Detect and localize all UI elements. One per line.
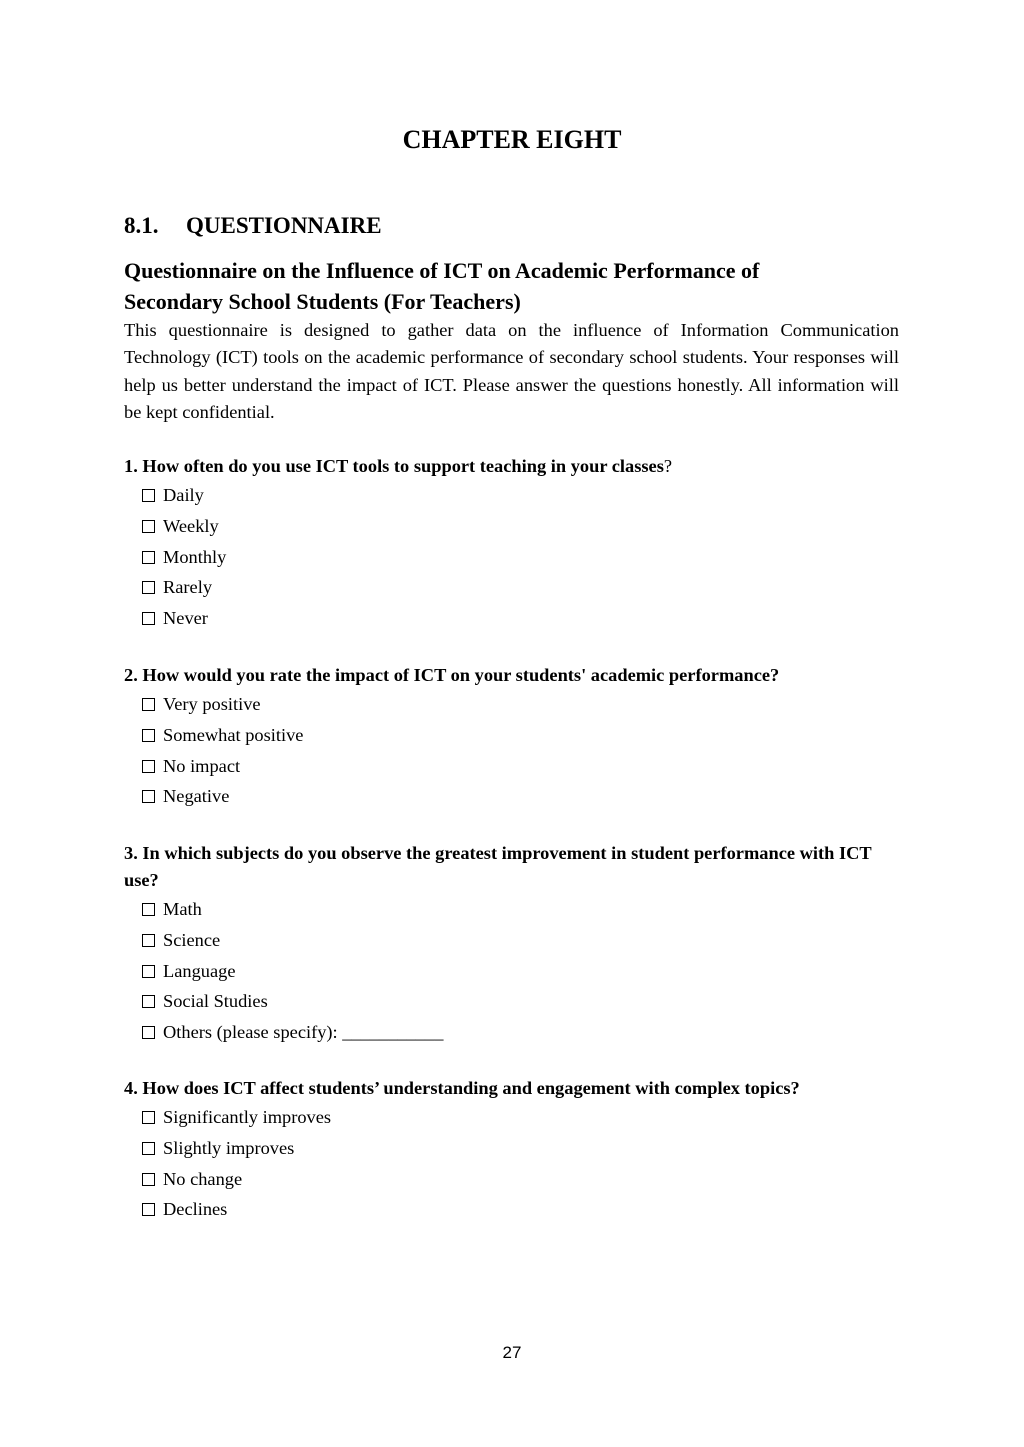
intro-paragraph: This questionnaire is designed to gather data on the influence of Information Communication Technology (ICT) tools on the academic performance of secondary school students. Your responses will help us better understand the impact of ICT. Please answer the questions honestly. All information will be kept confidential.	[124, 320, 899, 422]
option[interactable]	[142, 572, 899, 603]
question-3	[124, 840, 899, 1048]
checkbox-icon[interactable]	[142, 1142, 155, 1155]
option-label: Weekly	[163, 515, 219, 536]
option-label: Daily	[163, 485, 204, 505]
question-text	[124, 1075, 899, 1102]
question-label: 2. How would you rate the impact of ICT on your students' academic performance?	[124, 665, 780, 685]
option-label: Never	[163, 608, 208, 629]
checkbox-icon[interactable]	[142, 760, 155, 773]
checkbox-icon[interactable]	[142, 1111, 155, 1124]
questionnaire-title: Questionnaire on the Influence of ICT on Academic Performance of Secondary School Students (For Teachers)	[124, 258, 760, 314]
option[interactable]	[142, 1102, 899, 1133]
option-label: Language	[163, 960, 236, 981]
option-label: Negative	[163, 786, 230, 807]
option[interactable]	[142, 925, 899, 956]
question-1	[124, 453, 899, 634]
checkbox-icon[interactable]	[142, 903, 155, 916]
checkbox-icon[interactable]	[142, 1026, 155, 1039]
question-label: 4. How does ICT affect students’ understanding and engagement with complex topics?	[124, 1078, 800, 1098]
option[interactable]	[142, 1017, 899, 1048]
page-number: 27	[502, 1343, 522, 1362]
question-text	[124, 662, 899, 689]
question-4	[124, 1075, 899, 1225]
checkbox-icon[interactable]	[142, 520, 155, 533]
question-text	[124, 840, 899, 894]
option-list	[124, 894, 899, 1048]
option[interactable]	[142, 480, 899, 511]
checkbox-icon[interactable]	[142, 790, 155, 803]
checkbox-icon[interactable]	[142, 551, 155, 564]
question-tail: ?	[663, 456, 673, 476]
section-title: QUESTIONNAIRE	[186, 213, 382, 238]
option-label: Social Studies	[163, 991, 268, 1012]
option-label: Slightly improves	[163, 1137, 295, 1158]
checkbox-icon[interactable]	[142, 612, 155, 625]
option-label: Monthly	[163, 546, 227, 567]
option[interactable]	[142, 956, 899, 987]
section-number: 8.1.	[124, 213, 159, 238]
option-label: Somewhat positive	[163, 724, 304, 745]
option-list	[124, 689, 899, 812]
checkbox-icon[interactable]	[142, 965, 155, 978]
checkbox-icon[interactable]	[142, 581, 155, 594]
option-label: Declines	[163, 1199, 228, 1220]
option[interactable]	[142, 1194, 899, 1225]
checkbox-icon[interactable]	[142, 729, 155, 742]
option-label: Science	[163, 929, 221, 950]
option[interactable]	[142, 894, 899, 925]
option[interactable]	[142, 1164, 899, 1195]
option[interactable]	[142, 986, 899, 1017]
option-label: Rarely	[163, 577, 213, 598]
option-label: Very positive	[163, 694, 261, 714]
checkbox-icon[interactable]	[142, 995, 155, 1008]
option-label: Math	[163, 899, 202, 919]
option-label: Significantly improves	[163, 1107, 332, 1127]
option-label: Others (please specify): ___________	[163, 1022, 444, 1043]
section-heading	[124, 212, 382, 240]
checkbox-icon[interactable]	[142, 1203, 155, 1216]
question-label: 1. How often do you use ICT tools to support teaching in your classes	[124, 456, 664, 476]
question-text	[124, 453, 899, 480]
option-label: No change	[163, 1168, 243, 1189]
checkbox-icon[interactable]	[142, 934, 155, 947]
question-label: 3. In which subjects do you observe the greatest improvement in student performance with ICT use?	[124, 843, 872, 890]
option-list	[124, 480, 899, 634]
option[interactable]	[142, 511, 899, 542]
option[interactable]	[142, 603, 899, 634]
checkbox-icon[interactable]	[142, 698, 155, 711]
checkbox-icon[interactable]	[142, 489, 155, 502]
option[interactable]	[142, 542, 899, 573]
option-list	[124, 1102, 899, 1225]
checkbox-icon[interactable]	[142, 1173, 155, 1186]
question-2	[124, 662, 899, 812]
option[interactable]	[142, 781, 899, 812]
chapter-title: CHAPTER EIGHT	[402, 125, 622, 154]
option[interactable]	[142, 1133, 899, 1164]
option[interactable]	[142, 720, 899, 751]
option[interactable]	[142, 689, 899, 720]
option-label: No impact	[163, 755, 241, 776]
option[interactable]	[142, 751, 899, 782]
